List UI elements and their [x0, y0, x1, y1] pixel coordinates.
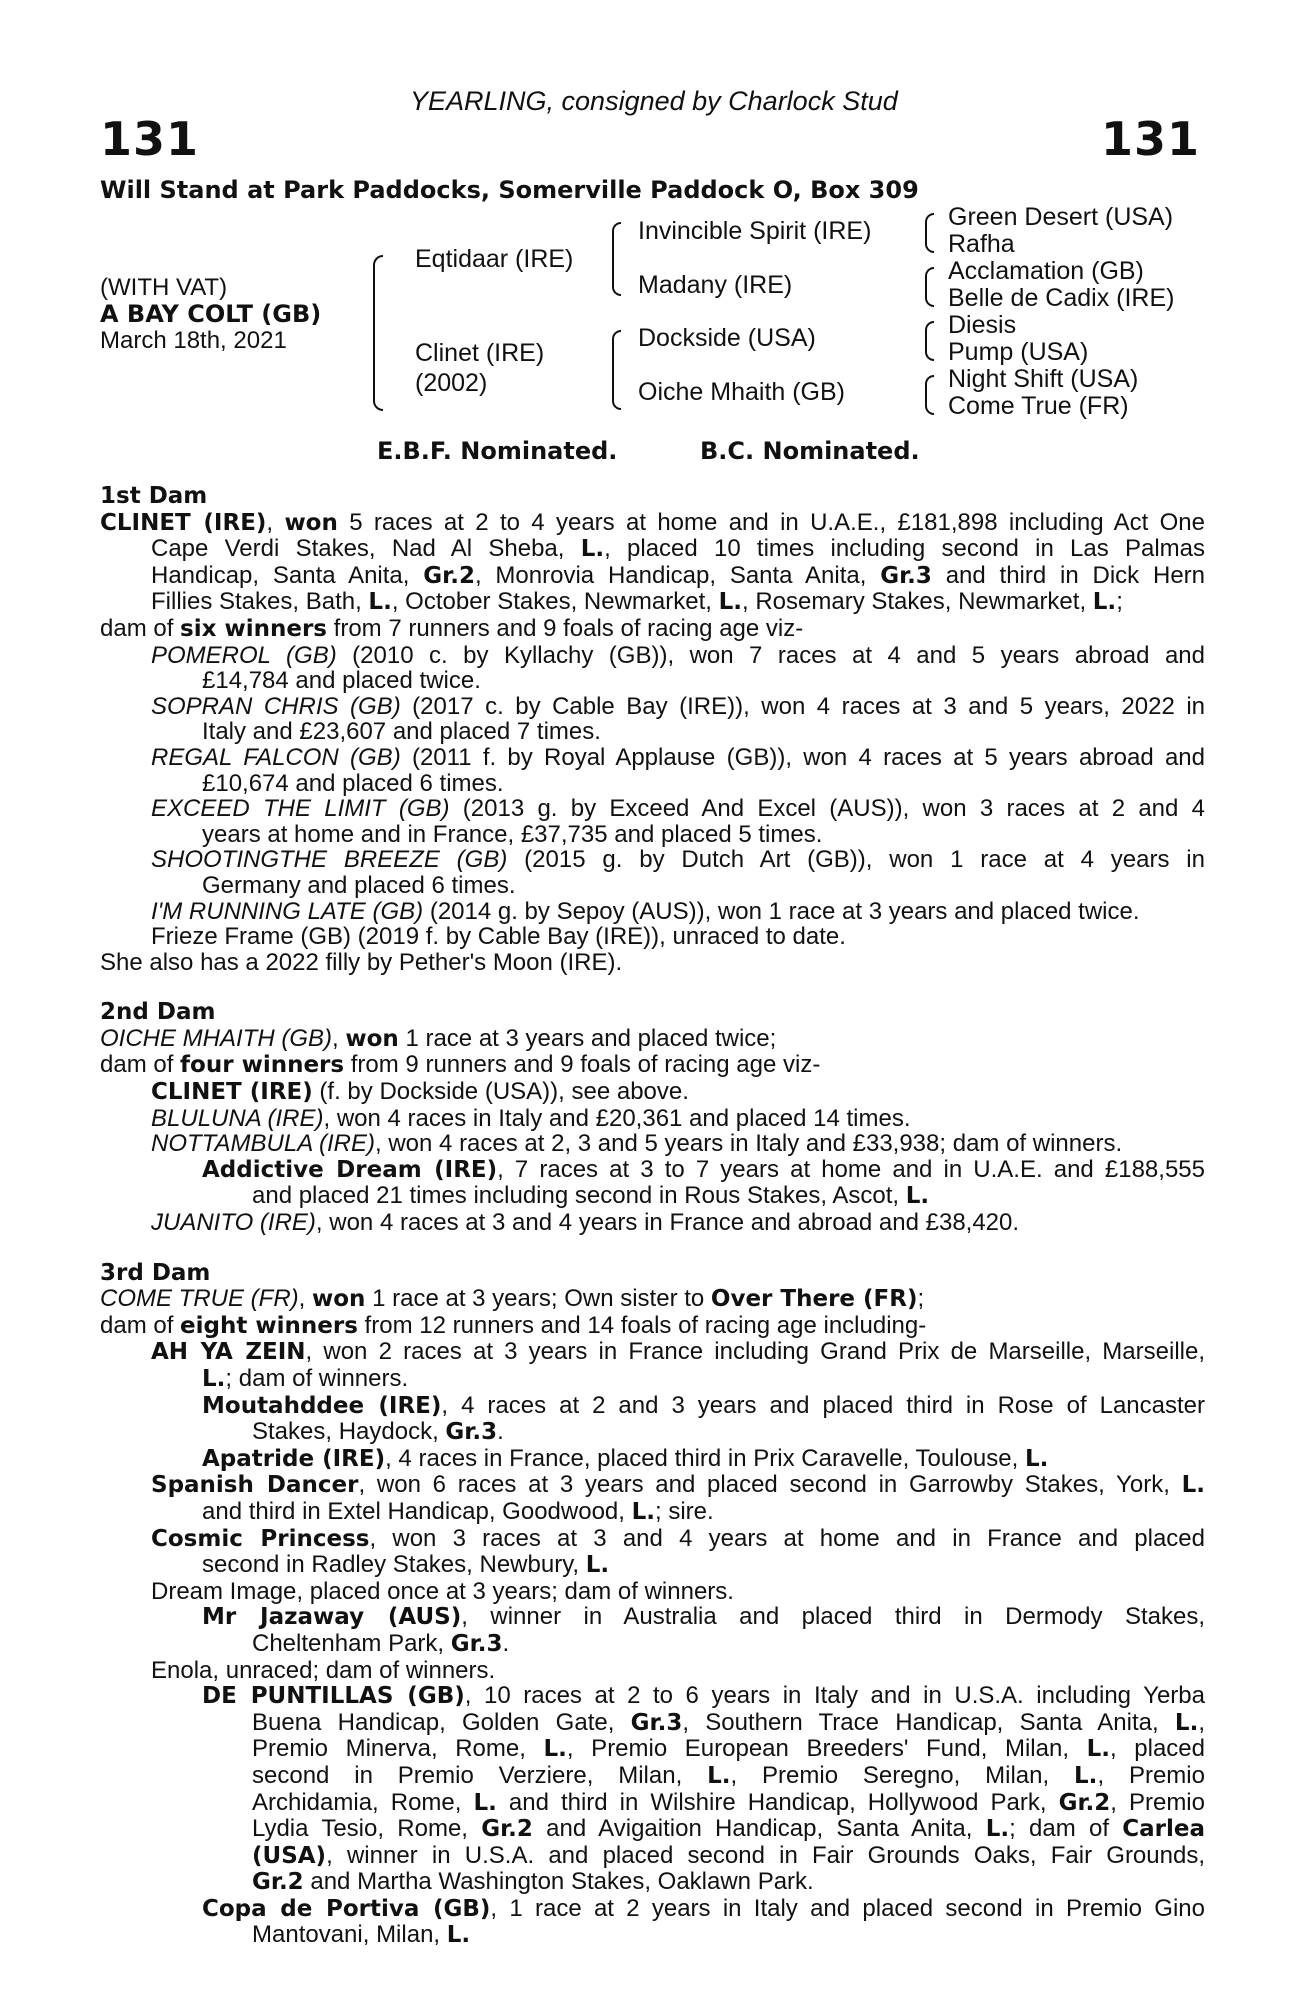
first-dam-line: Cape Verdi Stakes, Nad Al Sheba, L., placed 10 times including second in Las Palmas [151, 535, 1206, 563]
progeny-entry-cont: Lydia Tesio, Rome, Gr.2 and Avigaition Handicap, Santa Anita, L.; dam of Carlea [252, 1815, 1206, 1843]
bc-nomination: B.C. Nominated. [700, 437, 920, 465]
pedigree-sss: Green Desert (USA) [948, 203, 1174, 231]
pedigree-sdd: Belle de Cadix (IRE) [948, 284, 1175, 312]
pedigree-dam-dam: Oiche Mhaith (GB) [638, 378, 846, 406]
progeny-entry-cont: Italy and £23,607 and placed 7 times. [202, 718, 601, 746]
pedigree-brace-1 [925, 213, 934, 253]
lot-number-right: 131 [1100, 112, 1200, 166]
progeny-entry-cont: £14,784 and placed twice. [202, 667, 481, 695]
pedigree-notes [100, 484, 1205, 1949]
first-dam-line: dam of six winners from 7 runners and 9 foals of racing age viz- [100, 614, 804, 642]
first-dam-note: She also has a 2022 filly by Pether's Moon (IRE). [100, 948, 623, 976]
pedigree-brace-dam [612, 330, 621, 410]
progeny-entry: Addictive Dream (IRE), 7 races at 3 to 7 years at home and in U.A.E. and £188,555 [202, 1155, 1205, 1183]
progeny-entry-cont: second in Radley Stakes, Newbury, L. [202, 1551, 610, 1579]
progeny-entry: Dream Image, placed once at 3 years; dam of winners. [151, 1577, 734, 1605]
third-dam-line: COME TRUE (FR), won 1 race at 3 years; Own sister to Over There (FR); [100, 1285, 925, 1313]
progeny-entry-cont: and placed 21 times including second in Rous Stakes, Ascot, L. [252, 1182, 930, 1210]
progeny-entry: Spanish Dancer, won 6 races at 3 years and placed second in Garrowby Stakes, York, L. [151, 1471, 1205, 1499]
progeny-entry: BLULUNA (IRE), won 4 races in Italy and £20,361 and placed 14 times. [151, 1104, 911, 1132]
progeny-entry: POMEROL (GB) (2010 c. by Kyllachy (GB)), won 7 races at 4 and 5 years abroad and [151, 641, 1205, 669]
progeny-entry: I'M RUNNING LATE (GB) (2014 g. by Sepoy (AUS)), won 1 race at 3 years and placed twice. [151, 897, 1140, 925]
progeny-entry-cont: Buena Handicap, Golden Gate, Gr.3, Southern Trace Handicap, Santa Anita, L., [252, 1708, 1205, 1736]
progeny-entry-cont: L.; dam of winners. [202, 1365, 409, 1392]
progeny-entry-cont: Cheltenham Park, Gr.3. [252, 1629, 510, 1657]
progeny-entry: Frieze Frame (GB) (2019 f. by Cable Bay (IRE)), unraced to date. [151, 923, 846, 951]
first-dam-heading: 1st Dam [100, 483, 208, 509]
progeny-entry: JUANITO (IRE), won 4 races at 3 and 4 years in France and abroad and £38,420. [151, 1209, 1020, 1237]
pedigree-brace-4 [925, 375, 934, 415]
progeny-entry-cont: Germany and placed 6 times. [202, 871, 516, 899]
progeny-entry: SHOOTINGTHE BREEZE (GB) (2015 g. by Dutch Art (GB)), won 1 race at 4 years in [151, 846, 1205, 874]
pedigree-dam: Clinet (IRE) [415, 339, 545, 367]
progeny-entry: NOTTAMBULA (IRE), won 4 races at 2, 3 and 5 years in Italy and £33,938; dam of winners. [151, 1130, 1123, 1158]
progeny-entry-cont: Mantovani, Milan, L. [252, 1921, 471, 1949]
progeny-entry: EXCEED THE LIMIT (GB) (2013 g. by Exceed And Excel (AUS)), won 3 races at 2 and 4 [151, 795, 1205, 823]
horse-name: A BAY COLT (GB) [100, 300, 322, 328]
first-dam-line: Handicap, Santa Anita, Gr.2, Monrovia Handicap, Santa Anita, Gr.3 and third in Dick Hern [151, 561, 1206, 589]
progeny-entry-cont: years at home and in France, £37,735 and placed 5 times. [202, 820, 823, 848]
pedigree-dss: Diesis [948, 311, 1017, 339]
stand-location: Will Stand at Park Paddocks, Somerville Paddock O, Box 309 [100, 176, 919, 204]
pedigree-sire-dam: Madany (IRE) [638, 271, 793, 299]
pedigree-brace-main [373, 255, 383, 411]
progeny-entry: Moutahddee (IRE), 4 races at 2 and 3 years and placed third in Rose of Lancaster [202, 1391, 1205, 1419]
pedigree-dam-sire: Dockside (USA) [638, 324, 816, 352]
progeny-entry: Mr Jazaway (AUS), winner in Australia and placed third in Dermody Stakes, [202, 1603, 1205, 1631]
progeny-entry-cont: Premio Minerva, Rome, L., Premio European Breeders' Fund, Milan, L., placed [252, 1735, 1205, 1763]
lot-number-left: 131 [100, 112, 200, 166]
second-dam-heading: 2nd Dam [100, 999, 216, 1026]
foaling-date: March 18th, 2021 [100, 327, 287, 354]
progeny-entry: CLINET (IRE) (f. by Dockside (USA)), see above. [151, 1078, 689, 1106]
first-dam-line: Fillies Stakes, Bath, L., October Stakes, Newmarket, L., Rosemary Stakes, Newmarket, L.; [151, 588, 1123, 616]
progeny-entry: SOPRAN CHRIS (GB) (2017 c. by Cable Bay (IRE)), won 4 races at 3 and 5 years, 2022 in [151, 692, 1205, 720]
pedigree-brace-3 [925, 321, 934, 361]
second-dam-line: OICHE MHAITH (GB), won 1 race at 3 years and placed twice; [100, 1024, 777, 1052]
progeny-entry: Copa de Portiva (GB), 1 race at 2 years in Italy and placed second in Premio Gino [202, 1894, 1205, 1922]
progeny-entry: Cosmic Princess, won 3 races at 3 and 4 years at home and in France and placed [151, 1524, 1205, 1552]
progeny-entry-cont: Stakes, Haydock, Gr.3. [252, 1418, 504, 1446]
pedigree-ssd: Rafha [948, 230, 1015, 258]
catalogue-subtitle: YEARLING, consigned by Charlock Stud [410, 86, 898, 116]
pedigree-sire-sire: Invincible Spirit (IRE) [638, 217, 872, 245]
progeny-entry: AH YA ZEIN, won 2 races at 3 years in France including Grand Prix de Marseille, Marseille, [151, 1338, 1205, 1366]
progeny-entry: REGAL FALCON (GB) (2011 f. by Royal Applause (GB)), won 4 races at 5 years abroad and [151, 743, 1205, 771]
progeny-entry-cont: second in Premio Verziere, Milan, L., Premio Seregno, Milan, L., Premio [252, 1761, 1205, 1789]
third-dam-line: dam of eight winners from 12 runners and 14 foals of racing age including- [100, 1311, 927, 1339]
progeny-entry: Enola, unraced; dam of winners. [151, 1656, 496, 1684]
progeny-entry: DE PUNTILLAS (GB), 10 races at 2 to 6 years in Italy and in U.S.A. including Yerba [202, 1682, 1205, 1710]
progeny-entry-cont: and third in Extel Handicap, Goodwood, L.; sire. [202, 1497, 714, 1525]
second-dam-line: dam of four winners from 9 runners and 9 foals of racing age viz- [100, 1051, 821, 1079]
progeny-entry: Apatride (IRE), 4 races in France, placed third in Prix Caravelle, Toulouse, L. [202, 1444, 1049, 1472]
progeny-entry-cont: Archidamia, Rome, L. and third in Wilshire Handicap, Hollywood Park, Gr.2, Premio [252, 1788, 1205, 1816]
ebf-nomination: E.B.F. Nominated. [377, 437, 618, 465]
vat-note: (WITH VAT) [100, 274, 228, 301]
progeny-entry-cont: £10,674 and placed 6 times. [202, 769, 504, 797]
pedigree-dds: Night Shift (USA) [948, 365, 1139, 393]
pedigree-dam-year: (2002) [415, 369, 488, 397]
progeny-entry-cont: (USA), winner in U.S.A. and placed second in Fair Grounds Oaks, Fair Grounds, [252, 1841, 1205, 1869]
pedigree-ddd: Come True (FR) [948, 392, 1129, 420]
third-dam-heading: 3rd Dam [100, 1259, 211, 1286]
pedigree-sire: Eqtidaar (IRE) [415, 245, 574, 273]
progeny-entry-cont: Gr.2 and Martha Washington Stakes, Oaklawn Park. [252, 1868, 814, 1896]
pedigree-sds: Acclamation (GB) [948, 257, 1144, 285]
pedigree-brace-sire [612, 222, 621, 296]
pedigree-brace-2 [925, 267, 934, 307]
first-dam-line: CLINET (IRE), won 5 races at 2 to 4 years at home and in U.A.E., £181,898 including Act One [100, 508, 1205, 536]
pedigree-dsd: Pump (USA) [948, 338, 1089, 366]
